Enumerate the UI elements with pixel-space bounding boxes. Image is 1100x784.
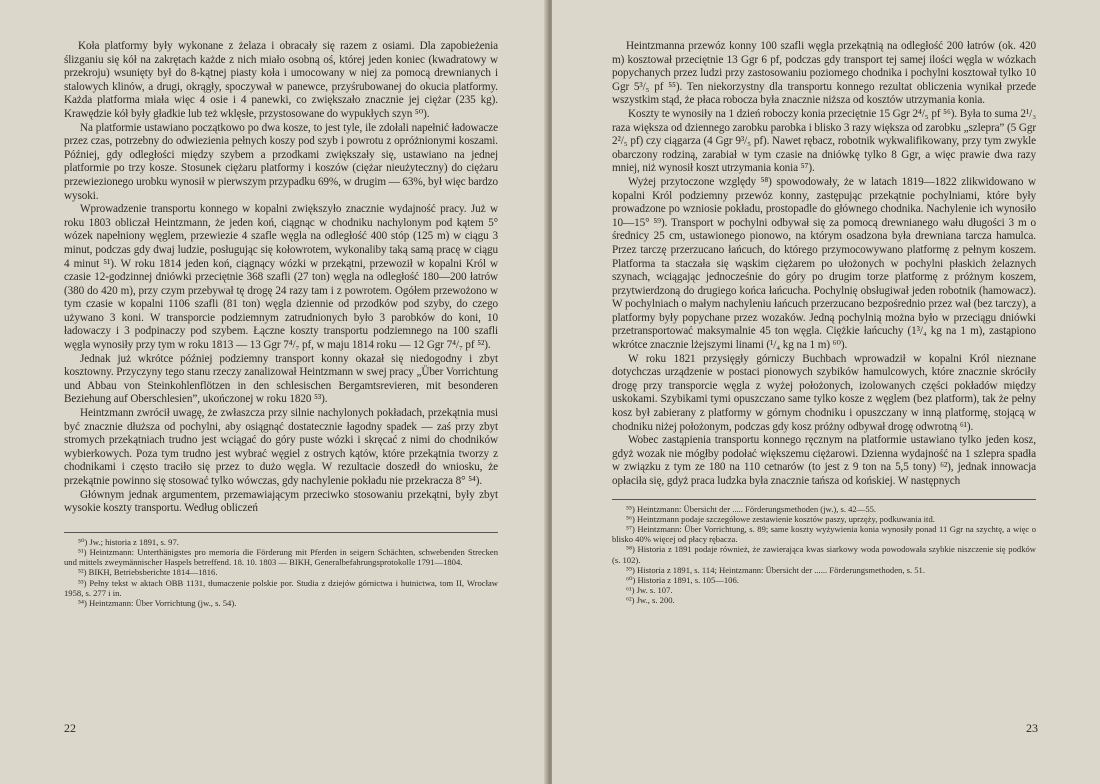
right-page bbox=[552, 0, 1100, 784]
footnote: ⁵²) BIKH, Betriebsberichte 1814—1816. bbox=[78, 567, 218, 578]
footnote: ⁵⁹) Historia z 1891, s. 114; Heintzmann: Übersicht der ...... Förderungsmethoden, s. 51. bbox=[626, 564, 926, 575]
footnote: ⁶⁰) Historia z 1891, s. 105—106. bbox=[626, 575, 739, 586]
paragraph: Heintzmanna przewóz konny 100 szafli węgla przekątnią na odległość 200 łatrów (ok. 420 m) kosztował przeciętnie 13 Ggr 6 pf, podczas gdy transport tej samej ilości węgla w wózkach popychanych przez ludzi przy zastosowaniu poziomego chodnika i pochylni kosztował tylko 10 Ggr 5³/₅ pf ⁵⁵). Ten niekorzystny dla transportu konnego rezultat obliczenia wynikał przede wszystkim stąd, że płaca robocza była znacznie niższa od kosztów utrzymania konia. bbox=[612, 40, 1036, 107]
paragraph: W roku 1821 przysięgły górniczy Buchbach wprowadził w kopalni Król nieznane dotychczas urządzenie w postaci pionowych szybików hamulcowych, które znacznie skróciły drogę przy transporcie węgla z wyżej położonych, izolowanych części pokładów między uskokami. Szybikami tymi opuszczano same tylko kosze z węglem (bez platform), tak że pełny kosz był zabierany z platformy w górnym chodniku i opuszczany w inną platformę, stojącą w chodniku niżej położonym, podczas gdy kosz próżny odbywał drogę odwrotną ⁶¹). bbox=[612, 352, 1036, 433]
paragraph: Wyżej przytoczone względy ⁵⁸) spowodowały, że w latach 1819—1822 zlikwidowano w kopalni Król podziemny przewóz konny, zastępując przekątnie pochylniami, które były prowadzone po wzniosie pokładu, prostopadle do głównego chodnika. Nachylenie ich wynosiło 10—15° ⁵⁹). Transport w pochylni odbywał się za pomocą drewnianego wału długości 3 m o średnicy 25 cm, ustawionego pionowo, na którym osadzona była drewniana tarcza hamulca. Przez tarczę przerzucano łańcuch, do którego przymocowywano platformę z pełnym koszem. Platforma ta staczała się wąskim ciężarem po ułożonych w pochylni płaskich żelaznych szynach, wciągając jednocześnie do góry po drugim torze platformę z próżnym koszem, przytwierdzoną do drugiego końca łańcucha. Pochylnię obsługiwał jeden robotnik (hamowacz). W pochylniach o małym nachyleniu łańcuch przerzucano bezpośrednio przez wał (bez tarczy), a platformy były popychane przez wozaków. Jedną pochylnią można było w przeciągu dniówki przetransportować maksymalnie 45 ton węgla. Ciężkie łańcuchy (1³/₄ kg na 1 m), zastąpiono wkrótce znacznie lżejszymi linami (¹/₄ kg na 1 m) ⁶⁰). bbox=[612, 175, 1036, 352]
footnote: ⁶¹) Jw. s. 107. bbox=[626, 585, 673, 596]
footnote: ⁶²) Jw., s. 200. bbox=[626, 595, 675, 606]
footnote: ⁵⁷) Heintzmann: Über Vorrichtung, s. 89; same koszty wyżywienia konia wynosiły ponad 11 Ggr na szychtę, a więc o blisko 40% więcej od płacy rębacza. bbox=[612, 524, 1036, 545]
paragraph: Koszty te wynosiły na 1 dzień roboczy konia przeciętnie 15 Ggr 2⁴/₅ pf ⁵⁶). Była to suma 2¹/₃ raza większa od dziennego zarobku parobka i blisko 3 razy większa od zarobku „szlepra” (5 Ggr 2²/₅ pf) czy ciągarza (4 Ggr 9³/₅ pf). Nawet rębacz, robotnik wykwalifikowany, przy tym zwykle obarczony rodziną, zarabiał w tym czasie na dniówkę tylko 8 Ggr, a więc prawie dwa razy mniej, niż wynosił koszt utrzymania konia ⁵⁷). bbox=[612, 107, 1036, 175]
page-number-right: 23 bbox=[1026, 721, 1038, 735]
footnote: ⁵¹) Heintzmann: Unterthänigstes pro memoria die Förderung mit Pferden in seigern Schächten, schwebenden Strecken und mittels zweymännischer Haspels betreffend. 18. 10. 1803 — BIKH, Generalbefahrungsprotokolle 1791—1804. bbox=[64, 546, 498, 568]
paragraph: Głównym jednak argumentem, przemawiającym przeciwko stosowaniu przekątni, były zbyt wysokie koszty transportu. Według obliczeń bbox=[64, 488, 498, 515]
paragraph: Wprowadzenie transportu konnego w kopalni zwiększyło znacznie wydajność pracy. Już w roku 1803 obliczał Heintzmann, że jeden koń, ciągnąc w chodniku nachylonym pod kątem 5° wózek napełniony węglem, przewiezie 4 szafle węgla na odległość 400 stóp (125 m) w ciągu 3 minut, podczas gdy dwaj ludzie, posługując się kołowrotem, wykonaliby taką samą pracę w ciągu 4 minut ⁵¹). W roku 1814 jeden koń, ciągnący wózki w przekątni, przewoził w kopalni Król w czasie 12-godzinnej dniówki przeciętnie 368 szafli (27 ton) węgla na odległość 180—200 łatrów (380 do 420 m), przy czym przebywał tę drogę 24 razy tam i z powrotem. Ogółem przewożono w tym czasie w kopalni 1106 szafli (81 ton) węgla dziennie od przodków pod szyby, do czego używano 3 koni. W transporcie podziemnym zatrudnionych było 3 parobków do koni, 10 ładowaczy i 3 podpinaczy pod szybem. Łączne koszty transportu podziemnego na 100 szafli węgla wynosiły przy tym w roku 1813 — 13 Ggr 7⁴/₇ pf, w maju 1814 roku — 12 Ggr 7⁴/₇ pf ⁵²). bbox=[64, 203, 498, 352]
paragraph: Heintzmann zwrócił uwagę, że zwłaszcza przy silnie nachylonych pokładach, przekątnia musi być znacznie dłuższa od pochylni, aby osiągnąć dostatecznie łagodny spadek — zaś przy zbyt stromych przekątniach trudno jest wciągać do góry puste wózki i skręcać z nimi do chodników wybierkowych. Poza tym trudno jest wybrać węgiel z ostrych kątów, które przekątnia tworzy z chodnikami i często traciło się przez to dużo węgla. W rezultacie doszedł do wniosku, że przekątnie powinno się stosować tylko wówczas, gdy nachylenie pokładu nie przekracza 8° ⁵⁴). bbox=[64, 407, 498, 487]
right-body-text bbox=[612, 40, 1036, 489]
footnote: ⁵⁴) Heintzmann: Über Vorrichtung (jw., s. 54). bbox=[78, 598, 237, 608]
footnote: ⁵⁶) Heintzmann podaje szczegółowe zestawienie kosztów paszy, uprzęży, podkuwania itd. bbox=[626, 513, 935, 524]
paragraph: Wobec zastąpienia transportu konnego ręcznym na platformie ustawiano tylko jeden kosz, gdyż wozak nie mógłby podołać większemu ciężarowi. Dzienna wydajność na 1 szlepra spadła w związku z tym ze 180 na 110 cetnarów (to jest z 9 ton na 5,5 tony) ⁶²), jednak innowacja opłaciła się, gdyż praca ludzka była znacznie tańsza od końskiej. W następnych bbox=[612, 434, 1036, 487]
footnote: ⁵³) Pełny tekst w aktach OBB 1131, tłumaczenie polskie por. Studia z dziejów górnictwa i hutnictwa, tom II, Wrocław 1958, s. 277 i in. bbox=[64, 577, 498, 598]
left-body-text bbox=[64, 40, 498, 516]
paragraph: Na platformie ustawiano początkowo po dwa kosze, to jest tyle, ile zdołali napełnić ładowacze przez czas, potrzebny do odwiezienia pełnych koszy pod szyb i powrotu z opróżnionymi koszami. Później, gdy odległości między szybem a przodkami zwiększały się, ustawiano na jednej platformie po trzy kosze. Stosunek ciężaru platformy i koszów (ciężar nieużyteczny) do ciężaru przewiezionego urobku wynosił w pierwszym przypadku 69%, w drugim — 63%, był więc bardzo wysoki. bbox=[64, 121, 498, 202]
left-footnotes bbox=[64, 532, 498, 608]
paragraph: Jednak już wkrótce później podziemny transport konny okazał się niedogodny i zbyt kosztowny. Przyczyny tego stanu rzeczy zanalizował Heintzmann w swej pracy „Über Vorrichtung und Abbau von Steinkohlenflötzen in den schlesischen Bergamtsrevieren, mit besonderen Beziehung auf Oberschlesien”, ukończonej w roku 1820 ⁵³). bbox=[64, 352, 498, 406]
left-page bbox=[0, 0, 548, 784]
footnote: ⁵⁰) Jw.; historia z 1891, s. 97. bbox=[78, 536, 179, 547]
footnote: ⁵⁵) Heintzmann: Übersicht der ..... Förderungsmethoden (jw.), s. 42—55. bbox=[626, 503, 877, 514]
right-footnotes bbox=[612, 499, 1036, 606]
footnote: ⁵⁸) Historia z 1891 podaje również, że zawierająca kwas siarkowy woda powodowała szybkie niszczenie się podków (s. 102). bbox=[612, 544, 1036, 565]
page-number-left: 22 bbox=[64, 721, 76, 735]
paragraph: Koła platformy były wykonane z żelaza i obracały się razem z osiami. Dla zapobieżenia ślizganiu się kół na zakrętach każde z nich miało osobną oś, której jeden koniec (kwadratowy w przekroju) wsunięty był do 8-kątnej piasty koła i umocowany w niej za pomocą drewnianych i stalowych klinów, a drugi, okrągły, spoczywał w panewce, przyśrubowanej do okucia platformy. Każda platforma miała więc 4 osie i 4 panewki, co zwiększało znacznie jej ciężar (235 kg). Krawędzie kół były gładkie lub też wklęsłe, przystosowane do wypukłych szyn ⁵⁰). bbox=[64, 40, 498, 120]
